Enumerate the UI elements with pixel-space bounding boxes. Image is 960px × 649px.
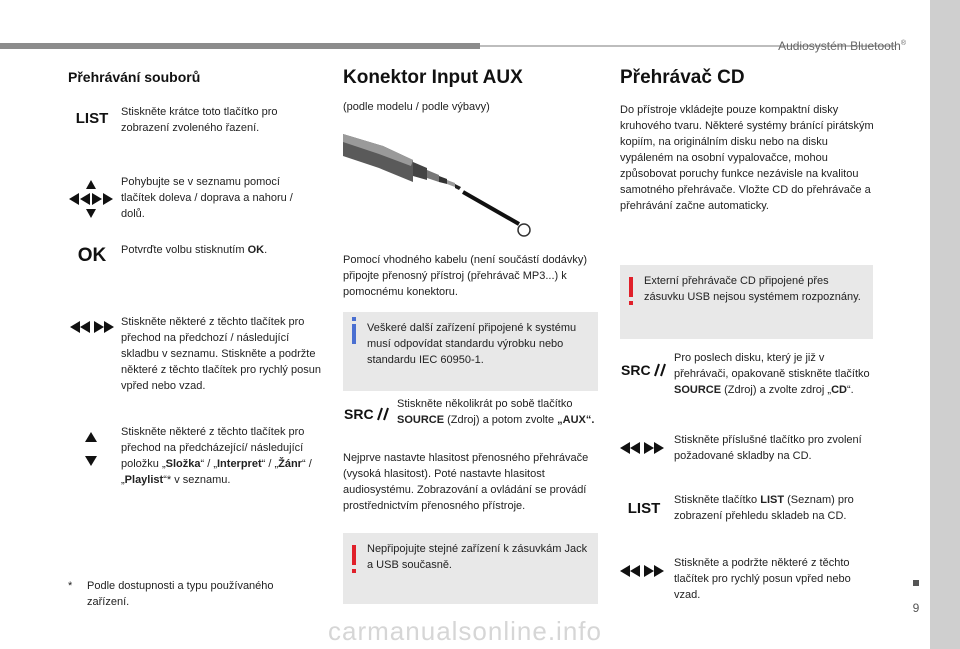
- prev-next-arrows-icon: [70, 320, 114, 334]
- info-icon: [352, 324, 356, 344]
- svg-text:SRC: SRC: [344, 406, 374, 422]
- src-button-icon: [344, 404, 392, 424]
- watermark: carmanualsonline.info: [328, 616, 602, 646]
- up-down-arrows-icon: [84, 432, 98, 466]
- warning-icon: [629, 277, 633, 297]
- ok-button-icon: OK: [77, 245, 107, 266]
- warning-note-jack-usb: Nepřipojujte stejné zařízení k zásuvkám Jack a USB současně.: [343, 533, 598, 604]
- page-edge-bar: [930, 0, 960, 649]
- cd-track-select-text: Stiskněte příslušné tlačítko pro zvolení požadované skladby na CD.: [674, 434, 862, 462]
- section-title-aux: Konektor Input AUX: [343, 67, 523, 88]
- list-button-icon: LIST: [627, 500, 661, 517]
- cd-list-text: Stiskněte tlačítko LIST (Seznam) pro zobrazení přehledu skladeb na CD.: [674, 494, 854, 522]
- list-instruction: Stiskněte krátce toto tlačítko pro zobrazení zvoleného řazení.: [121, 106, 278, 134]
- prev-next-arrows-icon: [620, 441, 664, 455]
- cd-fast-forward-text: Stiskněte a podržte některé z těchto tlačítek pro rychlý posun vpřed nebo vzad.: [674, 557, 851, 601]
- cd-intro-text: Do přístroje vkládejte pouze kompaktní disky kruhového tvaru. Některé systémy bránící pirátským kopiím, na originálním disku nebo na disku vypáleném na osobní vypalovačce, mohou způsobovat poruchy funkce nezávisle na kvalitou samotného přehrávače. Vložte CD do přehrávače a přehrávání začne automaticky.: [620, 104, 874, 212]
- navigate-instruction: Pohybujte se v seznamu pomocí tlačítek doleva / doprava a nahoru / dolů.: [121, 176, 293, 220]
- four-arrows-icon: [69, 178, 113, 220]
- page-header: Audiosystém Bluetooth®: [778, 39, 906, 53]
- track-skip-instruction: Stiskněte některé z těchto tlačítek pro přechod na předchozí / následující skladbu v seznamu. Stiskněte a podržte některé z těchto tlačítek pro rychlý posun vpřed nebo vzad.: [121, 316, 321, 392]
- svg-text:SRC: SRC: [621, 362, 651, 378]
- jack-plug-illustration: [343, 126, 533, 244]
- ok-instruction: Potvrďte volbu stisknutím OK.: [121, 244, 268, 256]
- info-note-standard: Veškeré další zařízení připojené k systému musí odpovídat standardu výrobku nebo standardu IEC 60950-1.: [343, 312, 598, 391]
- footnote-mark: *: [68, 580, 73, 592]
- src-button-icon: [621, 360, 669, 380]
- header-rule: [0, 43, 480, 49]
- folder-nav-instruction: Stiskněte některé z těchto tlačítek pro přechod na předcházející/ následující položku „Složka“ / „Interpret“ / „Žánr“ / „Playlist“* v seznamu.: [121, 426, 312, 486]
- warning-note-usb-cd: Externí přehrávače CD připojené přes zásuvku USB nejsou systémem rozpoznány.: [620, 265, 873, 339]
- prev-next-arrows-icon: [620, 564, 664, 578]
- aux-connect-text: Pomocí vhodného kabelu (není součástí dodávky) připojte přenosný přístroj (přehrávač MP3...) k pomocnému konektoru.: [343, 254, 587, 298]
- aux-source-instruction: Stiskněte několikrát po sobě tlačítko SOURCE (Zdroj) a potom zvolte „AUX“.: [397, 398, 595, 426]
- page-marker: [913, 580, 919, 586]
- page-number: 9: [912, 601, 920, 615]
- cd-source-instruction: Pro poslech disku, který je již v přehrávači, opakovaně stiskněte tlačítko SOURCE (Zdroj) a zvolte zdroj „CD“.: [674, 352, 870, 396]
- section-title-cd: Přehrávač CD: [620, 67, 745, 88]
- list-button-icon: LIST: [75, 110, 109, 127]
- aux-volume-text: Nejprve nastavte hlasitost přenosného přehrávače (vysoká hlasitost). Poté nastavte hlasitost audiosystému. Zobrazování a ovládání se provádí prostřednictvím přenosného přístroje.: [343, 452, 589, 512]
- footnote: Podle dostupnosti a typu používaného zařízení.: [87, 580, 274, 608]
- section-title-files: Přehrávání souborů: [68, 69, 201, 85]
- warning-icon: [352, 545, 356, 565]
- aux-subtitle: (podle modelu / podle výbavy): [343, 101, 490, 113]
